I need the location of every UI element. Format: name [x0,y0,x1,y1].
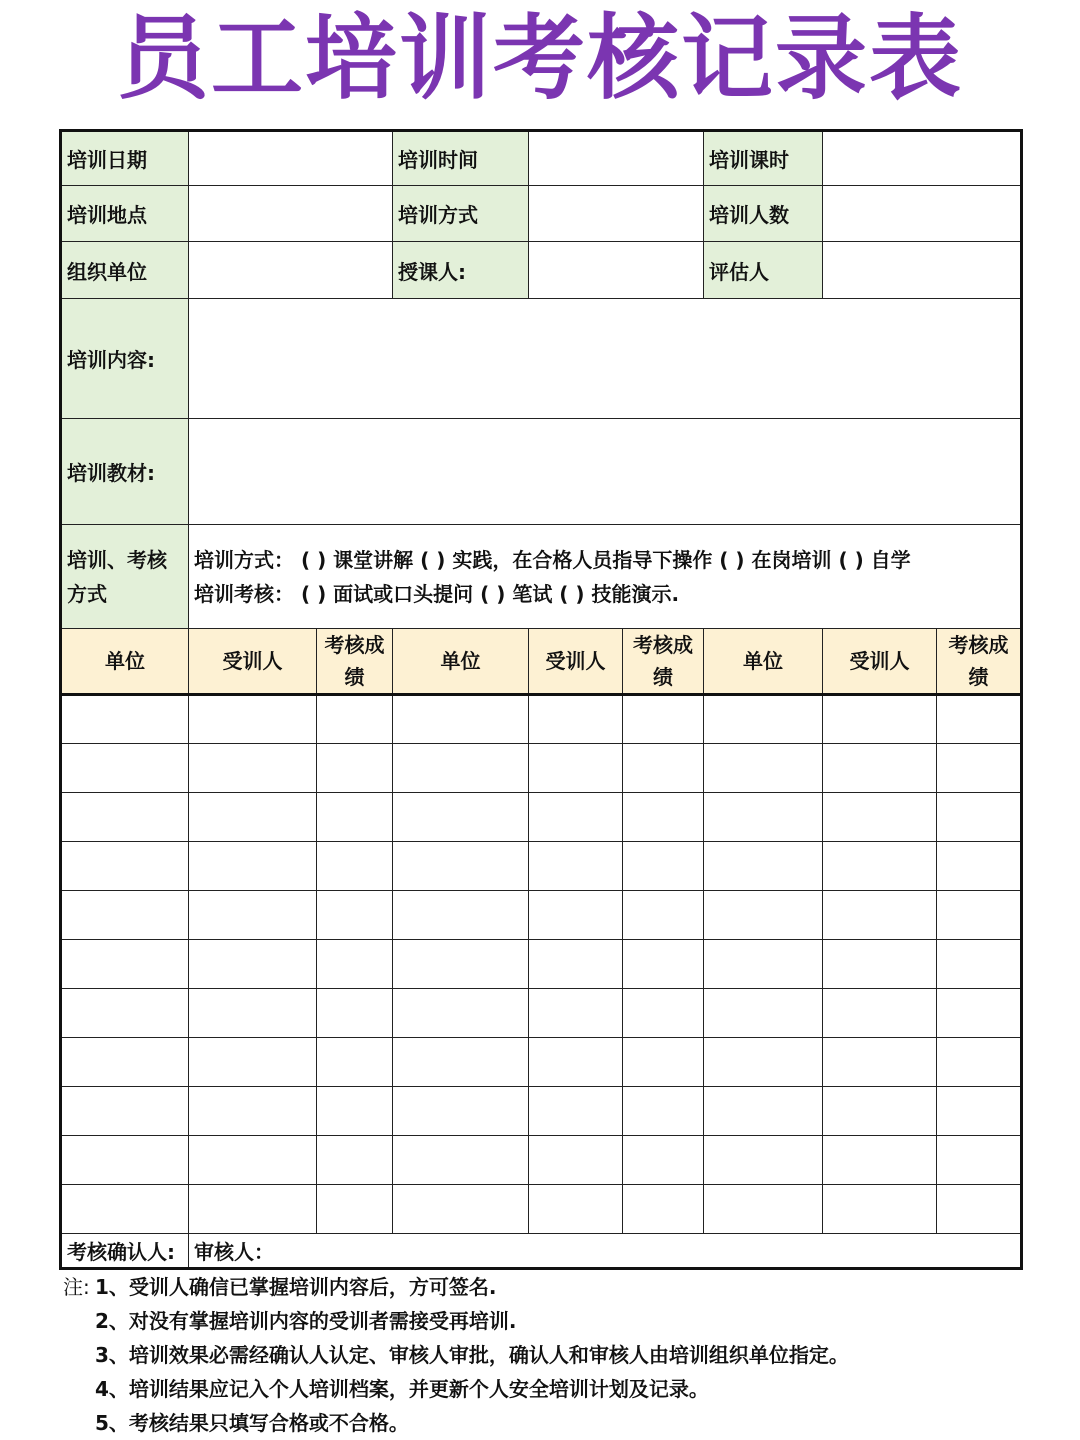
label-assessment-method: 培训、考核方式 [61,525,189,629]
cell-score-2[interactable] [623,940,704,989]
cell-unit-2[interactable] [393,940,529,989]
header-unit-1: 单位 [61,629,189,695]
cell-trainee-2[interactable] [529,940,623,989]
cell-score-3[interactable] [937,940,1022,989]
cell-score-1[interactable] [317,891,393,940]
cell-score-3[interactable] [937,793,1022,842]
label-training-date: 培训日期 [61,131,189,186]
cell-trainee-1[interactable] [189,891,317,940]
assessment-methods [189,525,1022,629]
cell-unit-2[interactable] [393,1185,529,1234]
cell-unit-2[interactable] [393,989,529,1038]
cell-score-1[interactable] [317,1136,393,1185]
cell-unit-1[interactable] [61,989,189,1038]
cell-score-3[interactable] [937,1185,1022,1234]
info-row-2 [61,186,1022,242]
field-instructor[interactable] [529,242,704,299]
cell-score-2[interactable] [623,744,704,793]
cell-score-2[interactable] [623,1185,704,1234]
cell-trainee-2[interactable] [529,1038,623,1087]
signature-row [61,1234,1022,1269]
table-row [61,793,1022,842]
cell-trainee-1[interactable] [189,1136,317,1185]
cell-unit-1[interactable] [61,1185,189,1234]
field-training-content[interactable] [189,299,1022,419]
note-text: 4、培训结果应记入个人培训档案，并更新个人安全培训计划及记录。 [95,1377,709,1401]
cell-score-2[interactable] [623,989,704,1038]
cell-unit-3[interactable] [704,989,823,1038]
note-item [63,1270,1063,1304]
table-row [61,940,1022,989]
methods-row [61,525,1022,629]
cell-score-2[interactable] [623,793,704,842]
cell-score-1[interactable] [317,1087,393,1136]
table-row [61,1136,1022,1185]
notes-section [63,1270,1063,1440]
cell-unit-3[interactable] [704,940,823,989]
cell-unit-3[interactable] [704,891,823,940]
cell-trainee-3[interactable] [823,695,937,744]
cell-unit-1[interactable] [61,1087,189,1136]
cell-trainee-3[interactable] [823,940,937,989]
cell-score-3[interactable] [937,1087,1022,1136]
cell-unit-1[interactable] [61,695,189,744]
label-organizer: 组织单位 [61,242,189,299]
cell-trainee-1[interactable] [189,744,317,793]
cell-trainee-1[interactable] [189,1087,317,1136]
cell-unit-1[interactable] [61,1038,189,1087]
note-item [63,1338,1063,1372]
cell-score-2[interactable] [623,842,704,891]
label-training-time: 培训时间 [393,131,529,186]
cell-unit-2[interactable] [393,695,529,744]
field-training-count[interactable] [823,186,1022,242]
header-trainee-2: 受训人 [529,629,623,695]
cell-trainee-2[interactable] [529,744,623,793]
header-score-3: 考核成绩 [937,629,1022,695]
cell-unit-1[interactable] [61,1136,189,1185]
cell-trainee-1[interactable] [189,695,317,744]
assessment-method-options[interactable]: 培训考核： ( ) 面试或口头提问 ( ) 笔试 ( ) 技能演示. [194,581,680,606]
info-row-3 [61,242,1022,299]
cell-unit-3[interactable] [704,1185,823,1234]
info-row-1 [61,131,1022,186]
cell-trainee-2[interactable] [529,891,623,940]
cell-trainee-1[interactable] [189,1038,317,1087]
table-row [61,842,1022,891]
cell-score-3[interactable] [937,1136,1022,1185]
training-record-form [59,129,1023,1270]
header-trainee-1: 受训人 [189,629,317,695]
table-row [61,891,1022,940]
cell-trainee-3[interactable] [823,793,937,842]
table-row [61,695,1022,744]
label-training-count: 培训人数 [704,186,823,242]
label-training-location: 培训地点 [61,186,189,242]
cell-unit-1[interactable] [61,891,189,940]
cell-unit-3[interactable] [704,1038,823,1087]
header-unit-3: 单位 [704,629,823,695]
table-row [61,1038,1022,1087]
note-text: 1、受训人确信已掌握培训内容后，方可签名. [95,1275,497,1299]
trainee-rows [61,695,1022,1234]
note-text: 5、考核结果只填写合格或不合格。 [95,1411,409,1435]
cell-trainee-2[interactable] [529,695,623,744]
content-row [61,299,1022,419]
cell-unit-2[interactable] [393,1038,529,1087]
cell-score-1[interactable] [317,842,393,891]
label-instructor: 授课人: [393,242,529,299]
cell-score-1[interactable] [317,940,393,989]
cell-trainee-3[interactable] [823,744,937,793]
cell-unit-2[interactable] [393,1087,529,1136]
cell-score-2[interactable] [623,1136,704,1185]
field-training-location[interactable] [189,186,393,242]
cell-trainee-1[interactable] [189,793,317,842]
trainee-table-header [61,629,1022,695]
cell-unit-3[interactable] [704,842,823,891]
cell-trainee-3[interactable] [823,1087,937,1136]
field-training-date[interactable] [189,131,393,186]
cell-unit-2[interactable] [393,1136,529,1185]
field-training-method[interactable] [529,186,704,242]
cell-unit-1[interactable] [61,940,189,989]
label-reviewer: 审核人： [194,1240,274,1264]
table-row [61,744,1022,793]
cell-score-1[interactable] [317,989,393,1038]
cell-trainee-3[interactable] [823,1136,937,1185]
cell-trainee-1[interactable] [189,1185,317,1234]
field-training-hours[interactable] [823,131,1022,186]
cell-trainee-3[interactable] [823,891,937,940]
note-text: 2、对没有掌握培训内容的受训者需接受再培训. [95,1309,517,1333]
header-score-2: 考核成绩 [623,629,704,695]
cell-score-1[interactable] [317,1038,393,1087]
table-row [61,1087,1022,1136]
cell-trainee-3[interactable] [823,1038,937,1087]
header-trainee-3: 受训人 [823,629,937,695]
cell-trainee-3[interactable] [823,989,937,1038]
cell-unit-3[interactable] [704,793,823,842]
label-training-method: 培训方式 [393,186,529,242]
cell-unit-2[interactable] [393,891,529,940]
cell-score-2[interactable] [623,1038,704,1087]
header-score-1: 考核成绩 [317,629,393,695]
cell-trainee-1[interactable] [189,940,317,989]
cell-score-2[interactable] [623,1087,704,1136]
field-training-time[interactable] [529,131,704,186]
cell-score-1[interactable] [317,744,393,793]
cell-unit-1[interactable] [61,793,189,842]
cell-score-3[interactable] [937,989,1022,1038]
notes-prefix: 注: [63,1275,90,1299]
note-item [63,1372,1063,1406]
cell-score-3[interactable] [937,1038,1022,1087]
cell-unit-3[interactable] [704,1136,823,1185]
cell-trainee-2[interactable] [529,842,623,891]
cell-unit-2[interactable] [393,744,529,793]
header-unit-2: 单位 [393,629,529,695]
note-item [63,1304,1063,1338]
cell-trainee-1[interactable] [189,989,317,1038]
note-item [63,1406,1063,1440]
label-confirmer: 考核确认人: [61,1234,189,1269]
field-organizer[interactable] [189,242,393,299]
cell-score-3[interactable] [937,842,1022,891]
cell-score-3[interactable] [937,695,1022,744]
label-evaluator: 评估人 [704,242,823,299]
cell-unit-1[interactable] [61,744,189,793]
cell-score-1[interactable] [317,793,393,842]
cell-unit-3[interactable] [704,744,823,793]
cell-unit-3[interactable] [704,1087,823,1136]
cell-trainee-3[interactable] [823,842,937,891]
cell-unit-3[interactable] [704,695,823,744]
cell-trainee-2[interactable] [529,1185,623,1234]
cell-score-2[interactable] [623,891,704,940]
materials-row [61,419,1022,525]
cell-unit-2[interactable] [393,842,529,891]
cell-score-1[interactable] [317,695,393,744]
cell-trainee-2[interactable] [529,1087,623,1136]
cell-score-3[interactable] [937,744,1022,793]
reviewer-field[interactable] [189,1234,1022,1269]
page-title: 员工培训考核记录表 [116,5,963,112]
label-training-content: 培训内容: [61,299,189,419]
cell-score-2[interactable] [623,695,704,744]
table-row [61,1185,1022,1234]
cell-score-3[interactable] [937,891,1022,940]
cell-unit-1[interactable] [61,842,189,891]
cell-score-1[interactable] [317,1185,393,1234]
table-row [61,989,1022,1038]
training-method-options[interactable]: 培训方式： ( ) 课堂讲解 ( ) 实践，在合格人员指导下操作 ( ) 在岗培训 ( ) 自学 [194,547,911,572]
cell-trainee-2[interactable] [529,1136,623,1185]
cell-trainee-2[interactable] [529,793,623,842]
cell-trainee-1[interactable] [189,842,317,891]
label-training-materials: 培训教材: [61,419,189,525]
field-evaluator[interactable] [823,242,1022,299]
cell-unit-2[interactable] [393,793,529,842]
cell-trainee-3[interactable] [823,1185,937,1234]
cell-trainee-2[interactable] [529,989,623,1038]
field-training-materials[interactable] [189,419,1022,525]
note-text: 3、培训效果必需经确认人认定、审核人审批，确认人和审核人由培训组织单位指定。 [95,1343,849,1367]
label-training-hours: 培训课时 [704,131,823,186]
